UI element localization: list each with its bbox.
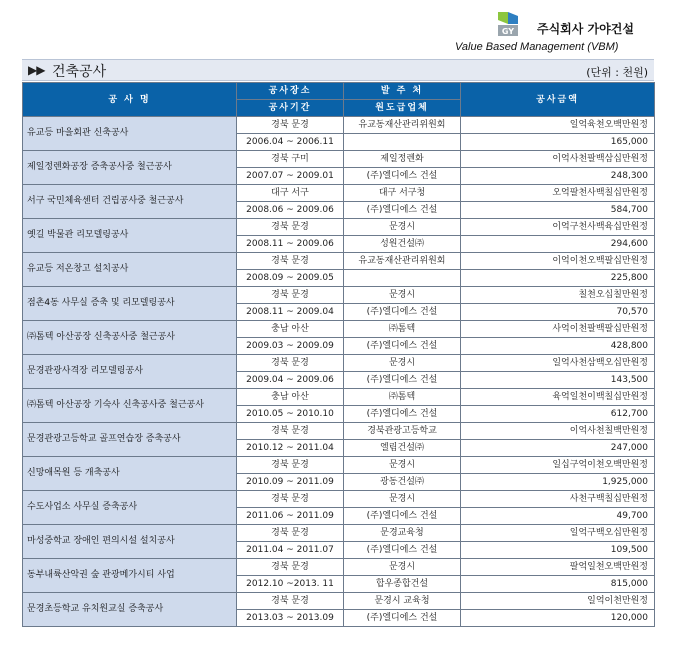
project-period: 2008.09 ~ 2009.05 — [237, 270, 344, 287]
project-name: 유교등 저온창고 설치공사 — [23, 253, 237, 287]
double-arrow-icon: ▶▶ — [28, 63, 45, 77]
table-row — [23, 151, 655, 168]
project-place: 경북 문경 — [237, 117, 344, 134]
project-place: 경북 문경 — [237, 219, 344, 236]
project-amount-words: 이억사천팔백삼십만원정 — [461, 151, 655, 168]
header-contractor: 원도급업체 — [344, 100, 461, 117]
project-amount: 225,800 — [461, 270, 655, 287]
table-row — [23, 491, 655, 508]
project-contractor — [344, 134, 461, 151]
company-logo-icon — [496, 10, 520, 38]
table-row — [23, 423, 655, 440]
project-period: 2007.07 ~ 2009.01 — [237, 168, 344, 185]
project-period: 2010.09 ~ 2011.09 — [237, 474, 344, 491]
header-client: 발 주 처 — [344, 83, 461, 100]
project-amount: 49,700 — [461, 508, 655, 525]
project-place: 충남 아산 — [237, 389, 344, 406]
project-client: ㈜톰텍 — [344, 321, 461, 338]
project-place: 경북 구미 — [237, 151, 344, 168]
project-amount: 584,700 — [461, 202, 655, 219]
svg-text:GY: GY — [501, 27, 515, 36]
header-period: 공사기간 — [237, 100, 344, 117]
project-amount-words: 일억육천오백만원정 — [461, 117, 655, 134]
project-place: 경북 문경 — [237, 253, 344, 270]
company-name: 주식회사 가야건설 — [537, 22, 634, 36]
project-place: 경북 문경 — [237, 423, 344, 440]
project-period: 2010.05 ~ 2010.10 — [237, 406, 344, 423]
project-amount: 120,000 — [461, 610, 655, 627]
table-body — [23, 117, 655, 627]
construction-table — [22, 82, 655, 627]
table-row — [23, 525, 655, 542]
project-amount-words: 일억구백오십만원정 — [461, 525, 655, 542]
project-amount: 109,500 — [461, 542, 655, 559]
project-period: 2012.10 ~2013. 11 — [237, 576, 344, 593]
table-row — [23, 185, 655, 202]
project-client: 문경시 — [344, 491, 461, 508]
project-place: 경북 문경 — [237, 491, 344, 508]
table-row — [23, 287, 655, 304]
project-client: 문경시 — [344, 219, 461, 236]
section-titlebar — [22, 59, 654, 81]
project-name: 마성중학교 장애인 편의시설 설치공사 — [23, 525, 237, 559]
project-contractor: (주)엘디에스 건설 — [344, 372, 461, 389]
project-contractor: 광동건설㈜ — [344, 474, 461, 491]
project-period: 2009.04 ~ 2009.06 — [237, 372, 344, 389]
project-place: 대구 서구 — [237, 185, 344, 202]
project-place: 충남 아산 — [237, 321, 344, 338]
project-amount: 70,570 — [461, 304, 655, 321]
project-period: 2008.11 ~ 2009.04 — [237, 304, 344, 321]
project-contractor: 성원건설㈜ — [344, 236, 461, 253]
project-amount-words: 일억이천만원정 — [461, 593, 655, 610]
project-amount: 612,700 — [461, 406, 655, 423]
project-amount: 1,925,000 — [461, 474, 655, 491]
project-period: 2006.04 ~ 2006.11 — [237, 134, 344, 151]
project-period: 2011.04 ~ 2011.07 — [237, 542, 344, 559]
project-amount-words: 이억사천칠백만원정 — [461, 423, 655, 440]
project-amount-words: 사천구백칠십만원정 — [461, 491, 655, 508]
table-row — [23, 593, 655, 610]
table-row — [23, 253, 655, 270]
project-period: 2011.06 ~ 2011.09 — [237, 508, 344, 525]
project-client: 대구 서구청 — [344, 185, 461, 202]
project-contractor: (주)엘디에스 건설 — [344, 202, 461, 219]
project-amount: 248,300 — [461, 168, 655, 185]
project-contractor: (주)엘디에스 건설 — [344, 304, 461, 321]
project-place: 경북 문경 — [237, 457, 344, 474]
project-place: 경북 문경 — [237, 355, 344, 372]
project-client: ㈜톰텍 — [344, 389, 461, 406]
page-header — [0, 0, 673, 58]
table-row — [23, 355, 655, 372]
project-name: 제일정렌화공장 증축공사중 철근공사 — [23, 151, 237, 185]
table-row — [23, 559, 655, 576]
header-name: 공 사 명 — [23, 83, 237, 117]
project-contractor: (주)엘디에스 건설 — [344, 168, 461, 185]
header-amount: 공사금액 — [461, 83, 655, 117]
project-contractor: (주)엘디에스 건설 — [344, 610, 461, 627]
project-contractor: (주)엘디에스 건설 — [344, 338, 461, 355]
project-client: 문경시 교육청 — [344, 593, 461, 610]
project-place: 경북 문경 — [237, 525, 344, 542]
project-place: 경북 문경 — [237, 287, 344, 304]
project-amount-words: 사억이천팔백팔십만원정 — [461, 321, 655, 338]
project-name: 문경초등학교 유치원교실 증축공사 — [23, 593, 237, 627]
section-title: 건축공사 — [52, 64, 107, 80]
project-client: 경북관광고등학교 — [344, 423, 461, 440]
project-client: 유교동재산관리위원회 — [344, 117, 461, 134]
table-row — [23, 389, 655, 406]
project-amount: 294,600 — [461, 236, 655, 253]
project-client: 문경시 — [344, 355, 461, 372]
project-client: 문경시 — [344, 559, 461, 576]
project-client: 문경교육청 — [344, 525, 461, 542]
project-amount: 428,800 — [461, 338, 655, 355]
project-amount: 815,000 — [461, 576, 655, 593]
project-client: 문경시 — [344, 457, 461, 474]
project-amount-words: 팔억일천오백만원정 — [461, 559, 655, 576]
project-amount-words: 이억이천오백팔십만원정 — [461, 253, 655, 270]
project-client: 유교동재산관리위원회 — [344, 253, 461, 270]
project-amount-words: 일십구억이천오백만원정 — [461, 457, 655, 474]
project-period: 2010.12 ~ 2011.04 — [237, 440, 344, 457]
project-amount-words: 일억사천삼백오십만원정 — [461, 355, 655, 372]
project-contractor: 엘림건설㈜ — [344, 440, 461, 457]
project-contractor: (주)엘디에스 건설 — [344, 508, 461, 525]
project-name: 신망애목원 등 개축공사 — [23, 457, 237, 491]
company-tagline: Value Based Management (VBM) — [455, 41, 619, 53]
header-place: 공사장소 — [237, 83, 344, 100]
project-name: 수도사업소 사무실 증축공사 — [23, 491, 237, 525]
project-client: 문경시 — [344, 287, 461, 304]
table-row — [23, 219, 655, 236]
project-period: 2008.06 ~ 2009.06 — [237, 202, 344, 219]
project-name: ㈜톰텍 아산공장 신축공사중 철근공사 — [23, 321, 237, 355]
project-period: 2008.11 ~ 2009.06 — [237, 236, 344, 253]
project-contractor: (주)엘디에스 건설 — [344, 406, 461, 423]
project-period: 2009.03 ~ 2009.09 — [237, 338, 344, 355]
project-amount-words: 이억구천사백육십만원정 — [461, 219, 655, 236]
project-name: 옛길 박물관 리모델링공사 — [23, 219, 237, 253]
unit-label: (단위 : 천원) — [586, 66, 648, 79]
project-name: ㈜톰텍 아산공장 기숙사 신축공사중 철근공사 — [23, 389, 237, 423]
project-name: 동부내륙산악권 숲 관광메가시티 사업 — [23, 559, 237, 593]
project-name: 문경관광사격장 리모델링공사 — [23, 355, 237, 389]
project-amount-words: 육억일천이백칠십만원정 — [461, 389, 655, 406]
table-row — [23, 457, 655, 474]
project-amount: 165,000 — [461, 134, 655, 151]
project-contractor: 합우종합건설 — [344, 576, 461, 593]
project-amount: 143,500 — [461, 372, 655, 389]
project-period: 2013.03 ~ 2013.09 — [237, 610, 344, 627]
project-amount-words: 칠천오십칠만원정 — [461, 287, 655, 304]
project-place: 경북 문경 — [237, 593, 344, 610]
project-amount: 247,000 — [461, 440, 655, 457]
project-amount-words: 오억팔천사백칠십만원정 — [461, 185, 655, 202]
project-name: 유교등 마을회관 신축공사 — [23, 117, 237, 151]
table-row — [23, 117, 655, 134]
project-client: 제일정렌화 — [344, 151, 461, 168]
project-name: 점촌4동 사무실 증축 및 리모델링공사 — [23, 287, 237, 321]
table-row — [23, 321, 655, 338]
project-name: 서구 국민체육센터 건립공사중 철근공사 — [23, 185, 237, 219]
project-place: 경북 문경 — [237, 559, 344, 576]
project-name: 문경관광고등학교 골프연습장 증축공사 — [23, 423, 237, 457]
project-contractor — [344, 270, 461, 287]
project-contractor: (주)엘디에스 건설 — [344, 542, 461, 559]
